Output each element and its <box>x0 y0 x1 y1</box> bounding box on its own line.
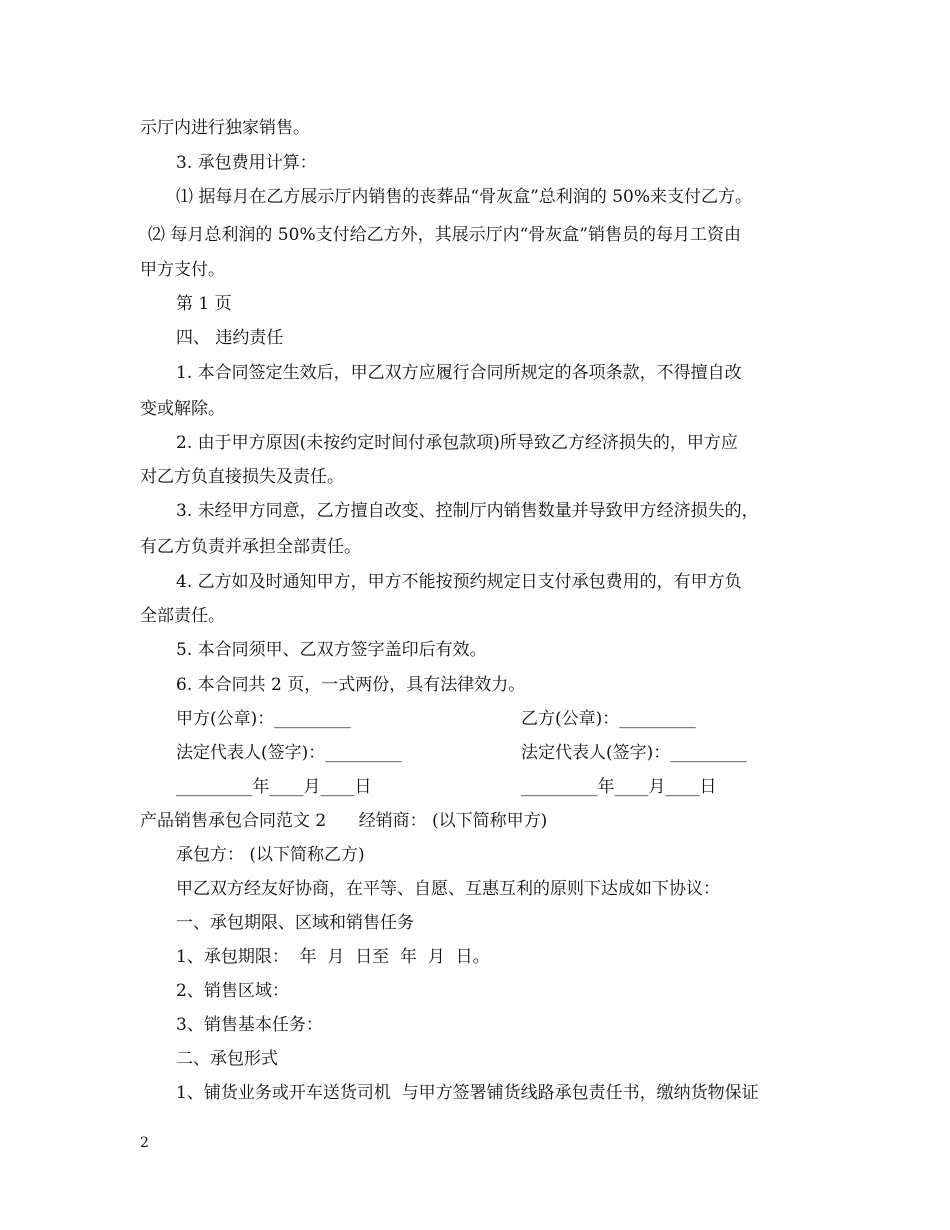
party-b-representative-field: 法定代表人(签字)：_________ <box>521 743 747 763</box>
paragraph-line: 变或解除。 <box>140 399 225 419</box>
paragraph-line: 对乙方负直接损失及责任。 <box>140 467 344 487</box>
paragraph-line: 2、销售区域： <box>176 981 289 1001</box>
party-b-date-field: _________年____月____日 <box>521 777 717 797</box>
paragraph-line: 1. 本合同签定生效后，甲乙双方应履行合同所规定的各项条款，不得擅自改 <box>176 363 742 383</box>
paragraph-line: ⑴ 据每月在乙方展示厅内销售的丧葬品“骨灰盒”总利润的 50%来支付乙方。 <box>176 187 752 207</box>
paragraph-line: 4. 乙方如及时通知甲方，甲方不能按预约规定日支付承包费用的，有甲方负 <box>176 572 742 592</box>
party-b-seal-field: 乙方(公章)：_________ <box>521 709 696 729</box>
party-a-representative-field: 法定代表人(签字)：_________ <box>176 743 402 763</box>
paragraph-line: 3、销售基本任务： <box>176 1015 323 1035</box>
document-title-line: 产品销售承包合同范文 2 经销商： (以下简称甲方) <box>140 811 548 831</box>
paragraph-line: 全部责任。 <box>140 606 225 626</box>
section-heading: 一、承包期限、区域和销售任务 <box>176 913 414 933</box>
paragraph-line: 有乙方负责并承担全部责任。 <box>140 537 361 557</box>
paragraph-line: 5. 本合同须甲、乙双方签字盖印后有效。 <box>176 640 487 660</box>
page-number: 2 <box>140 1135 149 1151</box>
paragraph-line: 1、承包期限： 年 月 日至 年 月 日。 <box>176 947 490 967</box>
section-heading: 二、承包形式 <box>176 1049 278 1069</box>
paragraph-line: 1、铺货业务或开车送货司机 与甲方签署铺货线路承包责任书，缴纳货物保证 <box>176 1083 759 1103</box>
paragraph-line: 示厅内进行独家销售。 <box>140 118 310 138</box>
paragraph-line: 3. 未经甲方同意，乙方擅自改变、控制厅内销售数量并导致甲方经济损失的， <box>176 501 759 521</box>
paragraph-line: 2. 由于甲方原因(未按约定时间付承包款项)所导致乙方经济损失的，甲方应 <box>176 433 738 453</box>
paragraph-line: 甲方支付。 <box>140 260 225 280</box>
page-marker: 第 1 页 <box>176 294 232 314</box>
paragraph-line: 承包方： (以下简称乙方) <box>176 845 365 865</box>
paragraph-line: 6. 本合同共 2 页，一式两份，具有法律效力。 <box>176 675 526 695</box>
party-a-date-field: _________年____月____日 <box>176 777 372 797</box>
paragraph-line: 3. 承包费用计算： <box>176 153 317 173</box>
paragraph-line: ⑵ 每月总利润的 50%支付给乙方外，其展示厅内“骨灰盒”销售员的每月工资由 <box>148 225 741 245</box>
party-a-seal-field: 甲方(公章)：_________ <box>176 709 351 729</box>
paragraph-line: 甲乙双方经友好协商，在平等、自愿、互惠互利的原则下达成如下协议： <box>176 879 720 899</box>
section-heading: 四、 违约责任 <box>176 328 284 348</box>
